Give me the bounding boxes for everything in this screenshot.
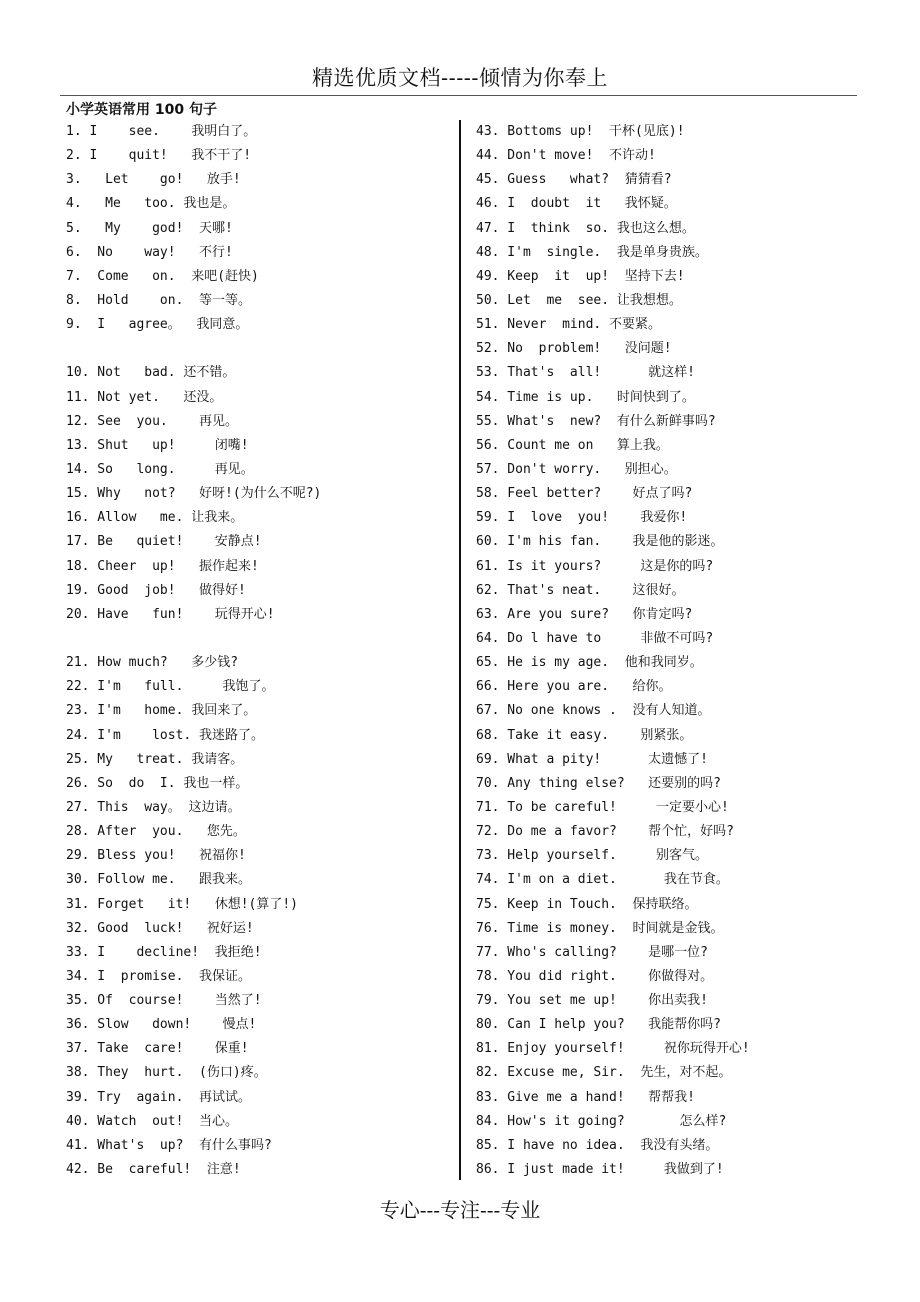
sentence-item: 18. Cheer up! 振作起来! [66,558,259,574]
sentence-item: 57. Don't worry. 别担心。 [476,461,677,477]
sentence-item: 72. Do me a favor? 帮个忙，好吗? [476,824,735,840]
sentence-item: 21. How much? 多少钱? [66,655,239,671]
sentence-item: 14. So long. 再见。 [66,461,254,477]
sentence-item: 66. Here you are. 给你。 [476,679,672,695]
sentence-item: 74. I'm on a diet. 我在节食。 [476,872,729,888]
sentence-item: 39. Try again. 再试试。 [66,1089,252,1105]
sentence-item: 43. Bottoms up! 干杯(见底)! [476,124,685,139]
sentence-item: 58. Feel better? 好点了吗? [476,486,693,502]
sentence-item: 62. That's neat. 这很好。 [476,582,685,598]
sentence-item: 80. Can I help you? 我能帮你吗? [476,1017,722,1033]
sentence-item: 36. Slow down! 慢点! [66,1017,257,1033]
sentence-item: 20. Have fun! 玩得开心! [66,606,275,622]
sentence-item: 2. I quit! 我不干了! [66,148,252,164]
sentence-item: 46. I doubt it 我怀疑。 [476,196,677,212]
sentence-item: 51. Never mind. 不要紧。 [476,317,662,333]
sentence-item: 37. Take care! 保重! [66,1041,249,1057]
sentence-item: 73. Help yourself. 别客气。 [476,848,709,864]
sentence-item: 44. Don't move! 不许动! [476,148,656,164]
sentence-item: 53. That's all! 就这样! [476,365,696,381]
sentence-item: 34. I promise. 我保证。 [66,968,252,984]
sentence-item: 84. How's it going? 怎么样? [476,1113,727,1129]
sentence-item: 50. Let me see. 让我想想。 [476,292,682,308]
sentence-item: 24. I'm lost. 我迷路了。 [66,727,265,743]
sentence-item: 31. Forget it! 休想!(算了!) [66,896,299,912]
sentence-item: 32. Good luck! 祝好运! [66,920,254,936]
sentence-list-right [476,120,856,1182]
sentence-item: 16. Allow me. 让我来。 [66,510,244,526]
sentence-item: 6. No way! 不行! [66,244,233,260]
sentence-item: 49. Keep it up! 坚持下去! [476,268,685,284]
document-heading: 小学英语常用 100 句子 [66,102,217,118]
sentence-item: 23. I'm home. 我回来了。 [66,703,257,719]
sentence-item: 48. I'm single. 我是单身贵族。 [476,244,708,260]
sentence-item: 63. Are you sure? 你肯定吗? [476,606,693,622]
sentence-item: 65. He is my age. 他和我同岁。 [476,655,703,671]
sentence-item: 30. Follow me. 跟我来。 [66,872,252,888]
sentence-item: 64. Do l have to 非做不可吗? [476,630,714,646]
sentence-item: 42. Be careful! 注意! [66,1162,241,1178]
sentence-item: 47. I think so. 我也这么想。 [476,220,695,236]
sentence-item: 10. Not bad. 还不错。 [66,365,236,381]
sentence-item: 67. No one knows . 没有人知道。 [476,703,711,719]
sentence-item: 7. Come on. 来吧(赶快) [66,268,259,284]
sentence-item: 26. So do I. 我也一样。 [66,775,249,791]
sentence-item: 82. Excuse me, Sir. 先生，对不起。 [476,1065,732,1081]
sentence-item: 78. You did right. 你做得对。 [476,968,714,984]
sentence-item: 68. Take it easy. 别紧张。 [476,727,693,743]
sentence-item: 27. This way。 这边请。 [66,799,241,815]
sentence-item: 83. Give me a hand! 帮帮我! [476,1089,696,1105]
sentence-item: 79. You set me up! 你出卖我! [476,993,709,1009]
column-divider [459,120,461,1180]
sentence-item: 5. My god! 天哪! [66,220,233,236]
sentence-item: 55. What's new? 有什么新鲜事吗? [476,413,716,429]
sentence-item: 41. What's up? 有什么事吗? [66,1137,272,1153]
sentence-item: 60. I'm his fan. 我是他的影迷。 [476,534,724,550]
sentence-item: 28. After you. 您先。 [66,824,246,840]
sentence-item: 38. They hurt. (伤口)疼。 [66,1065,267,1081]
sentence-item: 69. What a pity! 太遗憾了! [476,751,709,767]
page-header-title: 精选优质文档-----倾情为你奉上 [312,66,608,90]
sentence-item: 45. Guess what? 猜猜看? [476,172,672,188]
sentence-item: 85. I have no idea. 我没有头绪。 [476,1137,719,1153]
sentence-item [66,627,454,651]
sentence-item: 81. Enjoy yourself! 祝你玩得开心! [476,1041,750,1057]
sentence-item: 35. Of course! 当然了! [66,993,262,1009]
sentence-item: 71. To be careful! 一定要小心! [476,799,729,815]
sentence-item: 29. Bless you! 祝福你! [66,848,246,864]
sentence-item: 54. Time is up. 时间快到了。 [476,389,695,405]
sentence-item: 70. Any thing else? 还要别的吗? [476,775,722,791]
sentence-item: 19. Good job! 做得好! [66,582,246,598]
sentence-item: 9. I agree。 我同意。 [66,317,249,333]
sentence-list-left [66,120,454,1182]
sentence-item: 56. Count me on 算上我。 [476,437,669,453]
sentence-item: 1. I see. 我明白了。 [66,124,257,139]
header-divider [60,95,857,96]
sentence-item: 40. Watch out! 当心。 [66,1113,239,1129]
sentence-item: 17. Be quiet! 安静点! [66,534,262,550]
sentence-item: 15. Why not? 好呀!(为什么不呢?) [66,486,322,502]
sentence-item: 12. See you. 再见。 [66,413,239,429]
sentence-item: 86. I just made it! 我做到了! [476,1162,724,1178]
sentence-item: 4. Me too. 我也是。 [66,196,236,212]
sentence-item [66,337,454,361]
sentence-item: 3. Let go! 放手! [66,172,241,188]
sentence-item: 61. Is it yours? 这是你的吗? [476,558,714,574]
sentence-item: 77. Who's calling? 是哪一位? [476,944,709,960]
sentence-item: 22. I'm full. 我饱了。 [66,679,275,695]
sentence-item: 76. Time is money. 时间就是金钱。 [476,920,724,936]
sentence-item: 75. Keep in Touch. 保持联络。 [476,896,698,912]
sentence-item: 59. I love you! 我爱你! [476,510,688,526]
sentence-item: 33. I decline! 我拒绝! [66,944,262,960]
sentence-item: 8. Hold on. 等一等。 [66,292,252,308]
sentence-item: 52. No problem! 没问题! [476,341,672,357]
sentence-item: 25. My treat. 我请客。 [66,751,244,767]
sentence-item: 13. Shut up! 闭嘴! [66,437,249,453]
sentence-item: 11. Not yet. 还没。 [66,389,223,405]
page-footer: 专心---专注---专业 [379,1198,541,1222]
